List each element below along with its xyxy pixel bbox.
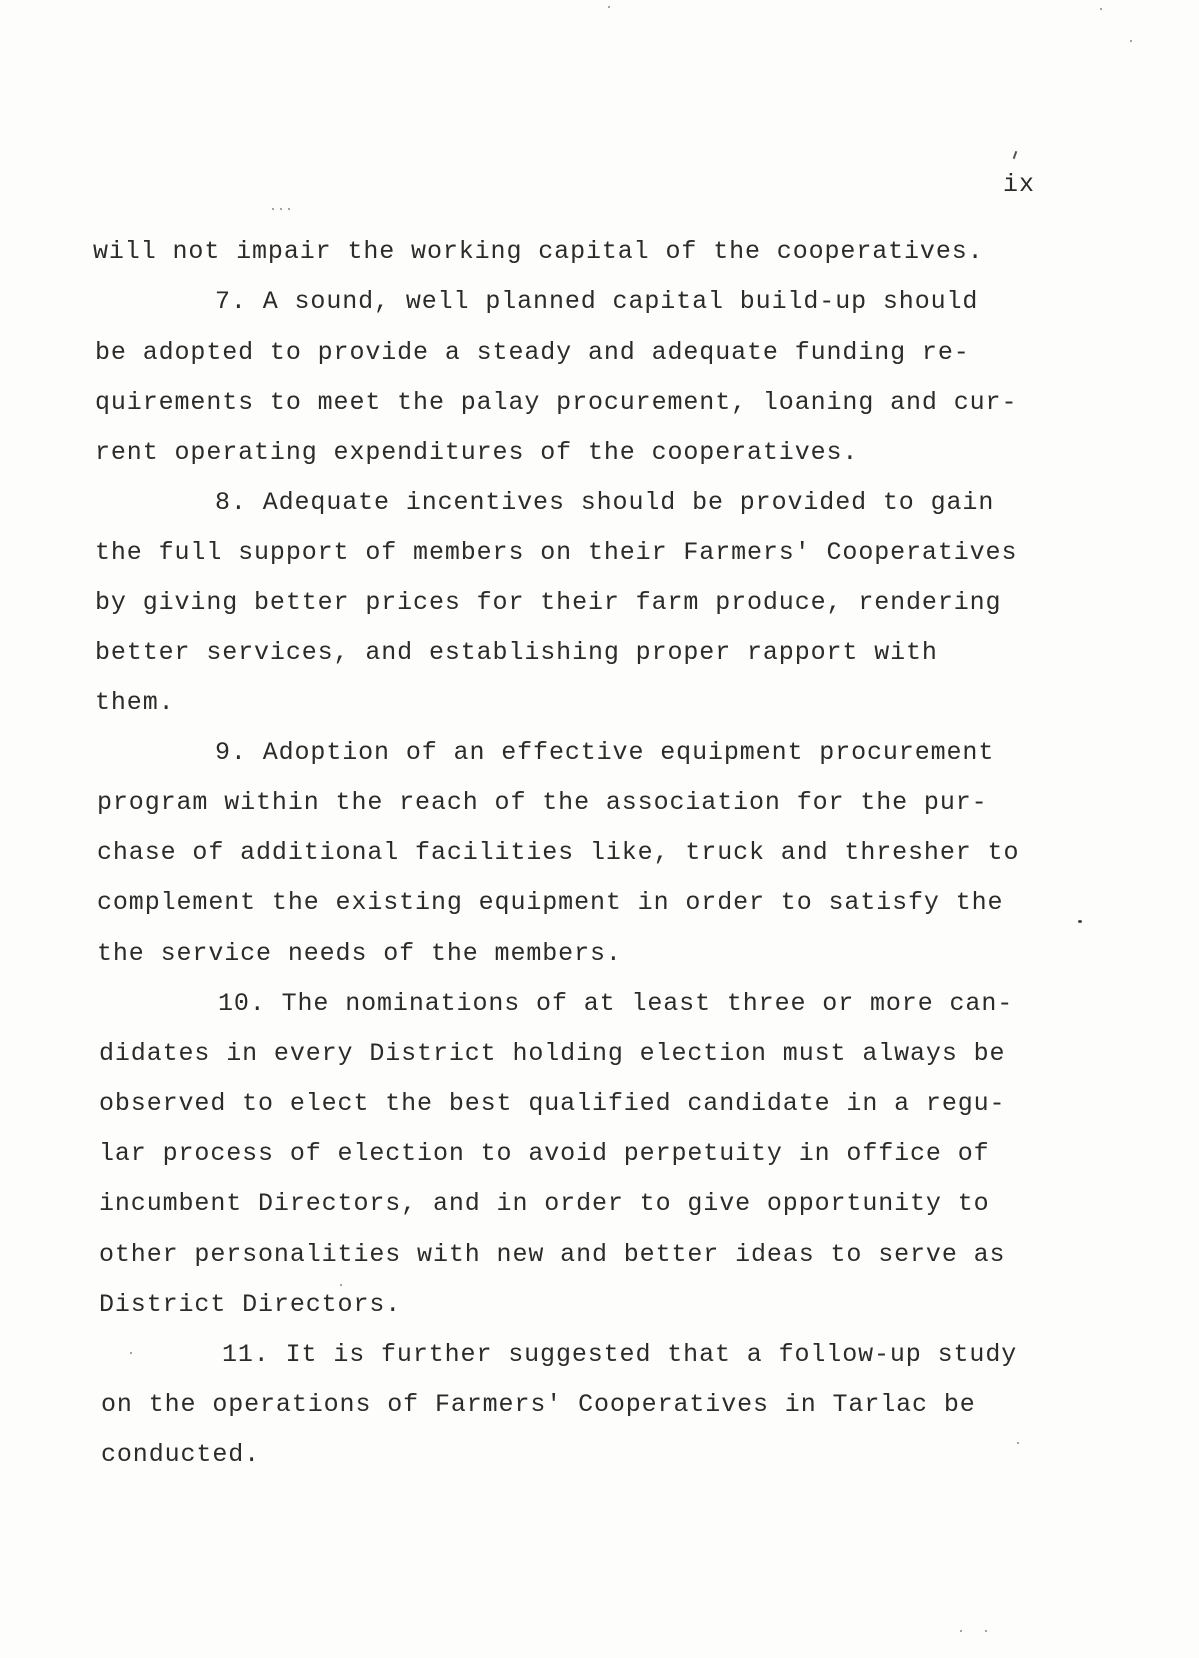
scan-speck [1078, 920, 1082, 923]
scan-speck [608, 6, 610, 8]
text-line: chase of additional facilities like, truck and thresher to [97, 838, 1020, 867]
text-line: complement the existing equipment in order to satisfy the [97, 888, 1004, 917]
text-line: better services, and establishing proper rapport with [95, 638, 938, 667]
text-line: didates in every District holding election must always be [99, 1039, 1006, 1068]
text-line: lar process of election to avoid perpetuity in office of [99, 1139, 990, 1168]
text-line: program within the reach of the association for the pur- [97, 788, 988, 817]
page-number-tick-mark [1013, 151, 1018, 159]
scan-speck [272, 208, 274, 210]
text-line: them. [95, 688, 175, 717]
text-line: 8. Adequate incentives should be provided to gain [215, 488, 995, 517]
text-line: the full support of members on their Farmers' Cooperatives [95, 538, 1018, 567]
text-line: rent operating expenditures of the cooperatives. [95, 438, 859, 467]
text-line: by giving better prices for their farm produce, rendering [95, 588, 1002, 617]
text-line: District Directors. [99, 1290, 402, 1319]
text-line: 9. Adoption of an effective equipment procurement [215, 738, 995, 767]
text-line: be adopted to provide a steady and adequate funding re- [95, 338, 970, 367]
text-line: 10. The nominations of at least three or more can- [218, 989, 1014, 1018]
scan-speck [1130, 40, 1132, 42]
text-line: incumbent Directors, and in order to give opportunity to [99, 1189, 990, 1218]
text-line: observed to elect the best qualified candidate in a regu- [99, 1089, 1006, 1118]
scan-speck [985, 1630, 987, 1632]
text-line: the service needs of the members. [97, 939, 622, 968]
text-line: conducted. [101, 1440, 261, 1469]
page-number: ix [1003, 170, 1036, 199]
text-line: will not impair the working capital of the cooperatives. [93, 237, 984, 266]
scan-speck [340, 1284, 342, 1286]
scan-speck [1100, 8, 1102, 10]
scan-speck [130, 1352, 132, 1354]
text-line: on the operations of Farmers' Cooperatives in Tarlac be [101, 1390, 976, 1419]
text-line: 11. It is further suggested that a follow-up study [222, 1340, 1018, 1369]
text-line: quirements to meet the palay procurement, loaning and cur- [95, 388, 1018, 417]
scan-speck [1017, 1442, 1019, 1444]
scan-speck [280, 208, 282, 210]
text-line: other personalities with new and better ideas to serve as [99, 1240, 1006, 1269]
text-line: 7. A sound, well planned capital build-up should [215, 287, 979, 316]
scan-speck [960, 1630, 962, 1632]
scan-speck [288, 208, 290, 210]
